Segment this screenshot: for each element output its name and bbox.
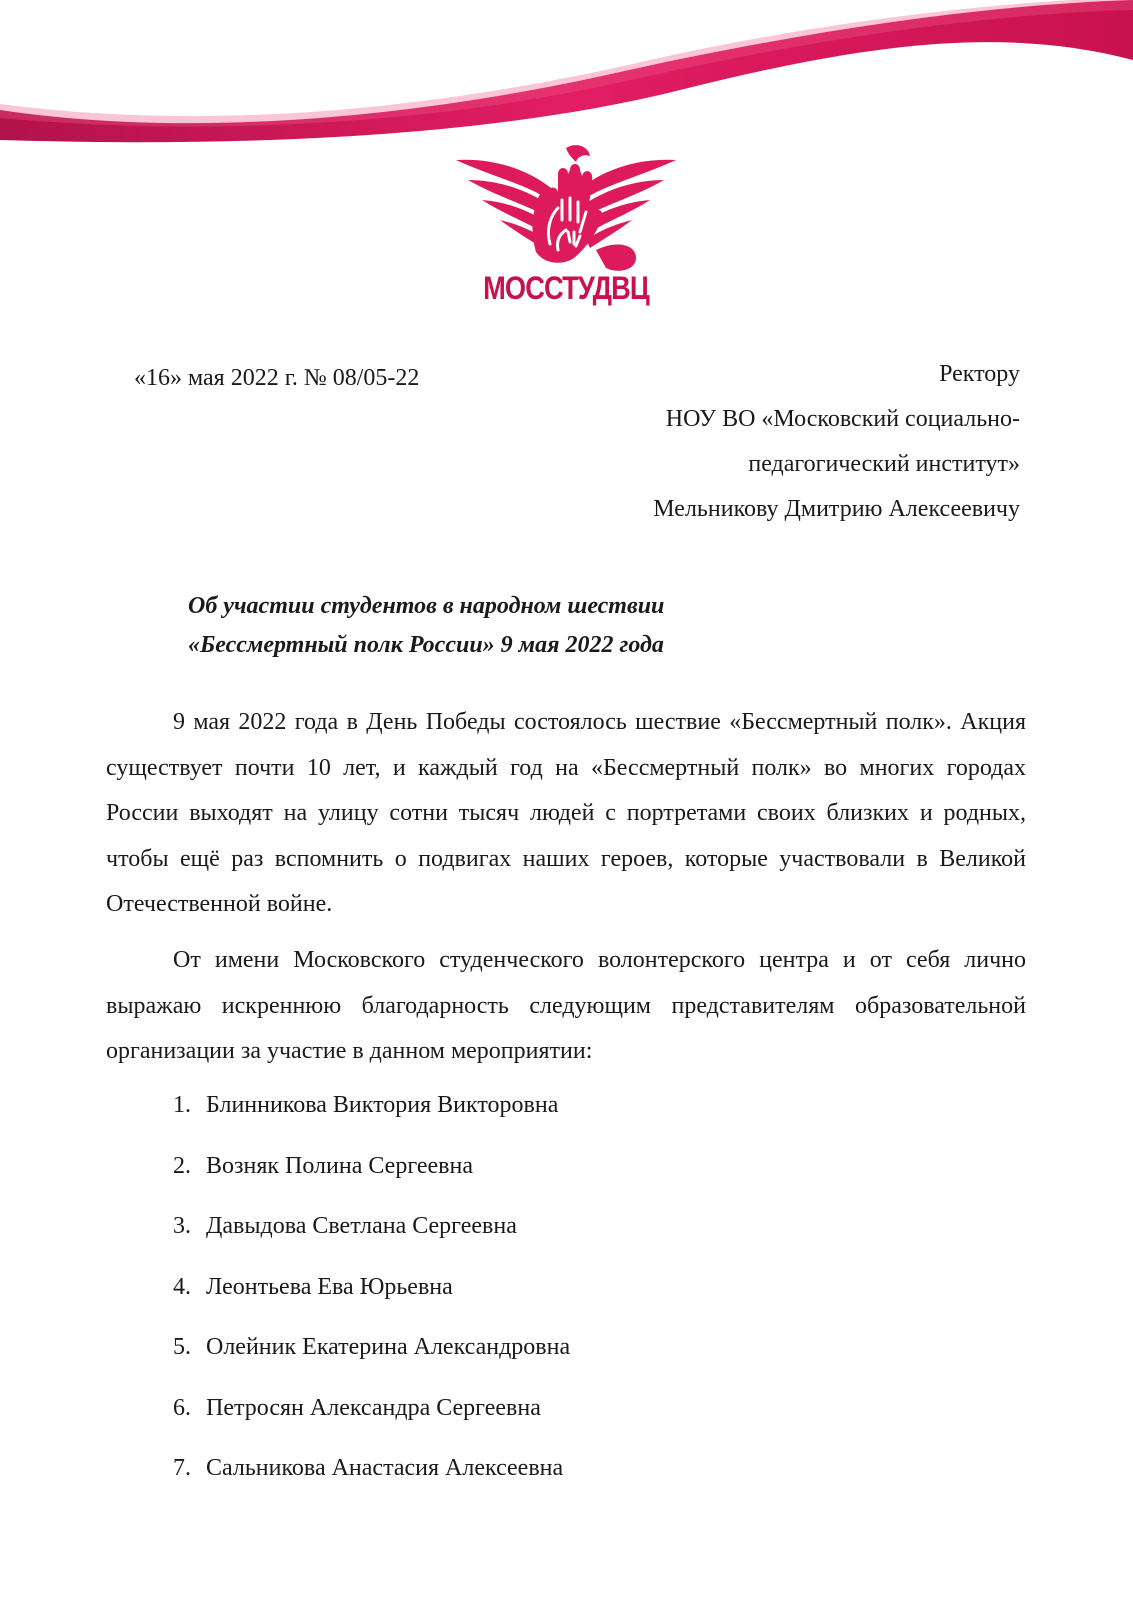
- list-item: [173, 1272, 570, 1333]
- list-item: [173, 1453, 570, 1514]
- participant-name: Петросян Александра Сергеевна: [206, 1394, 541, 1421]
- list-item: [173, 1393, 570, 1454]
- participants-list: [173, 1090, 570, 1514]
- list-item: [173, 1332, 570, 1393]
- addressee-line: педагогический институт»: [748, 451, 1020, 477]
- participant-name: Блинникова Виктория Викторовна: [206, 1092, 559, 1118]
- participant-name: Возняк Полина Сергеевна: [206, 1152, 473, 1179]
- list-number: 6.: [173, 1394, 191, 1421]
- list-number: 1.: [173, 1092, 191, 1118]
- addressee-line: НОУ ВО «Московский социально-: [665, 406, 1020, 432]
- participant-name: Олейник Екатерина Александровна: [206, 1334, 571, 1360]
- addressee-line: Мельникову Дмитрию Алексеевичу: [653, 496, 1020, 522]
- letter-date-number: «16» мая 2022 г. № 08/05-22: [134, 365, 420, 391]
- list-item: [173, 1211, 570, 1272]
- subject-line: Об участии студентов в народном шествии: [188, 593, 665, 619]
- body-paragraph: 9 мая 2022 года в День Победы состоялось шествие «Бессмертный полк». Акция существует почти 10 лет, и каждый год на «Бессмертный полк» во многих городах России выходят на улицу сотни тысяч людей с портретами своих близких и родных, чтобы ещё раз вспомнить о подвигах наших героев, которые участвовали в Великой Отечественной войне.: [106, 709, 1026, 917]
- list-item: [173, 1151, 570, 1212]
- subject-line: «Бессмертный полк России» 9 мая 2022 года: [188, 632, 664, 658]
- addressee-line: Ректору: [939, 361, 1020, 387]
- list-number: 5.: [173, 1334, 191, 1360]
- participant-name: Леонтьева Ева Юрьевна: [206, 1273, 453, 1300]
- header-wave-decoration: [0, 0, 1133, 150]
- list-item: [173, 1090, 570, 1151]
- letter-subject: [188, 587, 664, 665]
- list-number: 3.: [173, 1213, 191, 1239]
- body-paragraph: От имени Московского студенческого волонтерского центра и от себя лично выражаю искреннюю благодарность следующим представителям образовательной организации за участие в данном мероприятии:: [106, 947, 1026, 1064]
- addressee-block: [653, 352, 1020, 532]
- participant-name: Сальникова Анастасия Алексеевна: [206, 1455, 564, 1481]
- participant-name: Давыдова Светлана Сергеевна: [206, 1213, 517, 1239]
- list-number: 4.: [173, 1273, 191, 1300]
- list-number: 2.: [173, 1152, 191, 1179]
- brand-name: МОССТУДВЦ: [483, 270, 649, 306]
- list-number: 7.: [173, 1455, 191, 1481]
